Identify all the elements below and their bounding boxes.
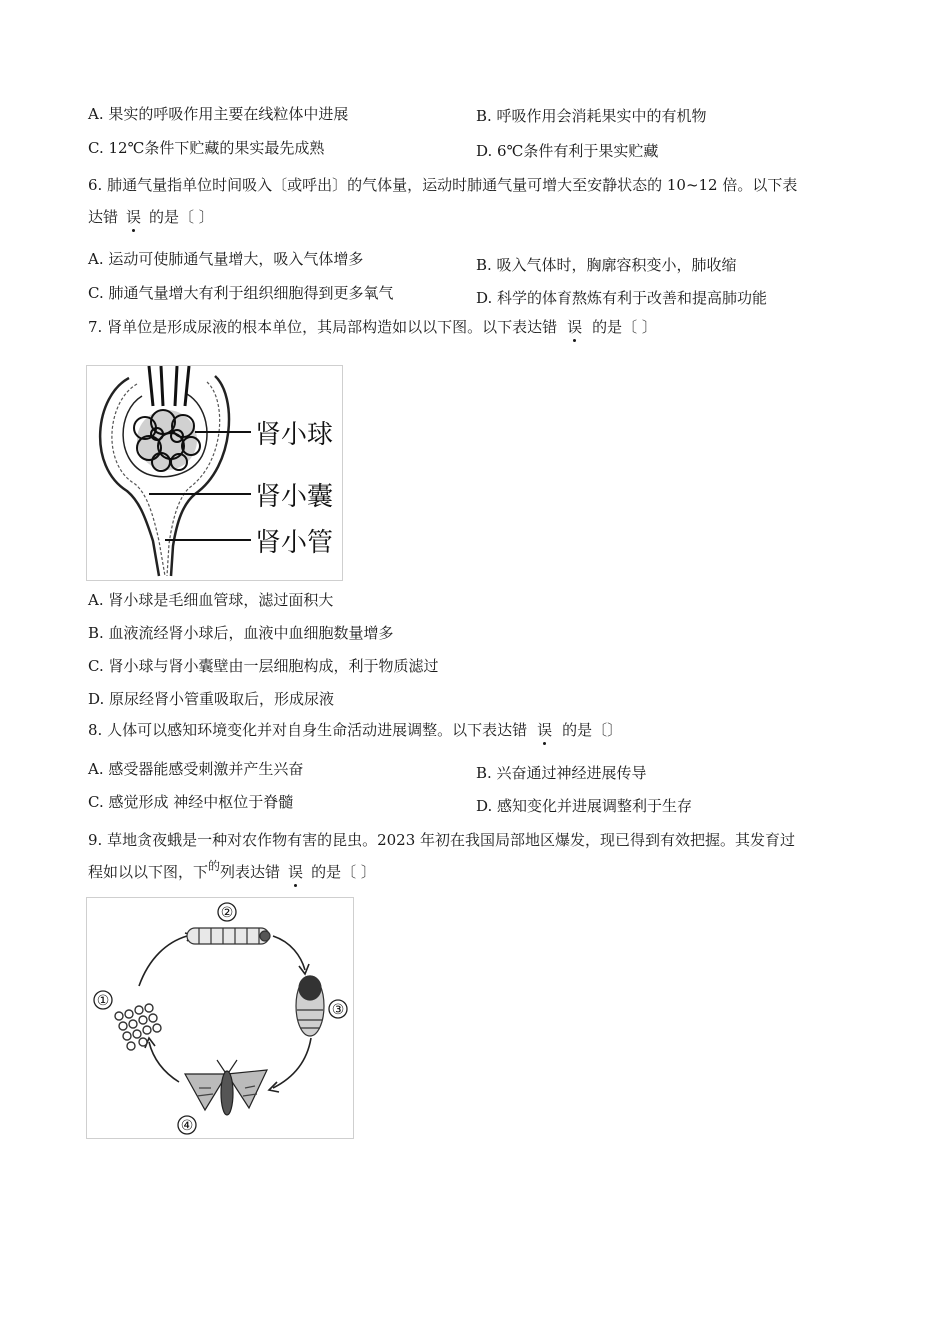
q7-option-b: B. 血液流经肾小球后，血液中血细胞数量增多 — [88, 624, 394, 642]
q6-stem-line1: 6. 肺通气量指单位时间吸入〔或呼出〕的气体量，运动时肺通气量可增大至安静状态的 10~12 倍。以下表 — [88, 176, 798, 194]
q7-stem-tail: 的是〔 〕 — [592, 318, 657, 336]
q6-stem-tail: 的是〔 〕 — [149, 208, 214, 226]
q9-stem-tail: 的是〔 〕 — [311, 863, 376, 881]
q9-stem-superscript: 的 — [208, 859, 221, 873]
q7-stem-emphasis: 误 — [567, 318, 583, 336]
q6-stem-emphasis: 误 — [126, 208, 142, 226]
arrow-larva-to-pupa — [273, 936, 305, 970]
q7-stem — [88, 317, 657, 337]
nephron-diagram — [87, 366, 342, 580]
label-capsule: 肾小囊 — [255, 482, 334, 512]
q9-stem-text: 程如以以下图，下 — [88, 863, 209, 881]
glomerulus-shading — [137, 410, 197, 470]
q6-option-c: C. 肺通气量增大有利于组织细胞得到更多氧气 — [88, 284, 394, 302]
q7-option-c: C. 肾小球与肾小囊壁由一层细胞构成，利于物质滤过 — [88, 657, 439, 675]
moth-lifecycle-figure — [86, 897, 354, 1139]
q9-stem-text2: 列表达错 — [220, 863, 281, 881]
q8-stem-tail: 的是〔〕 — [562, 721, 623, 739]
q6-stem-line2 — [88, 207, 214, 227]
adult-moth — [185, 1060, 267, 1115]
q7-option-d: D. 原尿经肾小管重吸取后，形成尿液 — [88, 690, 335, 708]
q9-stem-line1: 9. 草地贪夜蛾是一种对农作物有害的昆虫。2023 年初在我国局部地区爆发，现已得到有效把握。其发育过 — [88, 831, 796, 849]
pupa — [296, 976, 324, 1036]
q8-option-d: D. 感知变化并进展调整利于生存 — [476, 797, 693, 815]
q7-stem-text: 7. 肾单位是形成尿液的根本单位，其局部构造如以以下图。以下表达错 — [88, 318, 558, 336]
arrow-adult-to-egg — [149, 1042, 179, 1082]
eggs — [115, 1004, 161, 1050]
nephron-figure — [86, 365, 343, 581]
stage-label-3: ③ — [331, 1002, 345, 1018]
arrow-pupa-to-adult — [273, 1038, 311, 1088]
q8-stem-emphasis: 误 — [537, 721, 553, 739]
stage-label-1: ① — [96, 993, 110, 1009]
q7-option-a: A. 肾小球是毛细血管球，滤过面积大 — [88, 591, 334, 609]
q9-stem-emphasis: 误 — [288, 863, 304, 881]
afferent-vessel — [149, 366, 163, 406]
arrow-egg-to-larva — [139, 936, 187, 986]
lifecycle-diagram — [87, 898, 353, 1138]
stage-label-2: ② — [220, 905, 234, 921]
q6-option-a: A. 运动可使肺通气量增大，吸入气体增多 — [88, 250, 364, 268]
q8-option-b: B. 兴奋通过神经进展传导 — [476, 764, 647, 782]
efferent-vessel — [175, 366, 189, 406]
label-tubule: 肾小管 — [255, 528, 334, 558]
q8-option-a: A. 感受器能感受刺激并产生兴奋 — [88, 760, 304, 778]
stage-label-4: ④ — [180, 1118, 194, 1134]
label-glomerulus: 肾小球 — [255, 420, 334, 450]
q6-option-d: D. 科学的体育熬炼有利于改善和提高肺功能 — [476, 289, 768, 307]
q5-option-d: D. 6℃条件有利于果实贮藏 — [476, 142, 659, 160]
larva — [187, 928, 270, 944]
q8-stem — [88, 720, 622, 740]
q5-option-b: B. 呼吸作用会消耗果实中的有机物 — [476, 107, 707, 125]
q5-option-c: C. 12℃条件下贮藏的果实最先成熟 — [88, 139, 325, 157]
q6-stem-text: 达错 — [88, 208, 119, 226]
q6-option-b: B. 吸入气体时，胸廓容积变小，肺收缩 — [476, 256, 737, 274]
q8-stem-text: 8. 人体可以感知环境变化并对自身生命活动进展调整。以下表达错 — [88, 721, 528, 739]
q8-option-c: C. 感觉形成 神经中枢位于脊髓 — [88, 793, 294, 811]
q5-option-a: A. 果实的呼吸作用主要在线粒体中进展 — [88, 105, 349, 123]
q9-stem-line2 — [88, 859, 376, 883]
